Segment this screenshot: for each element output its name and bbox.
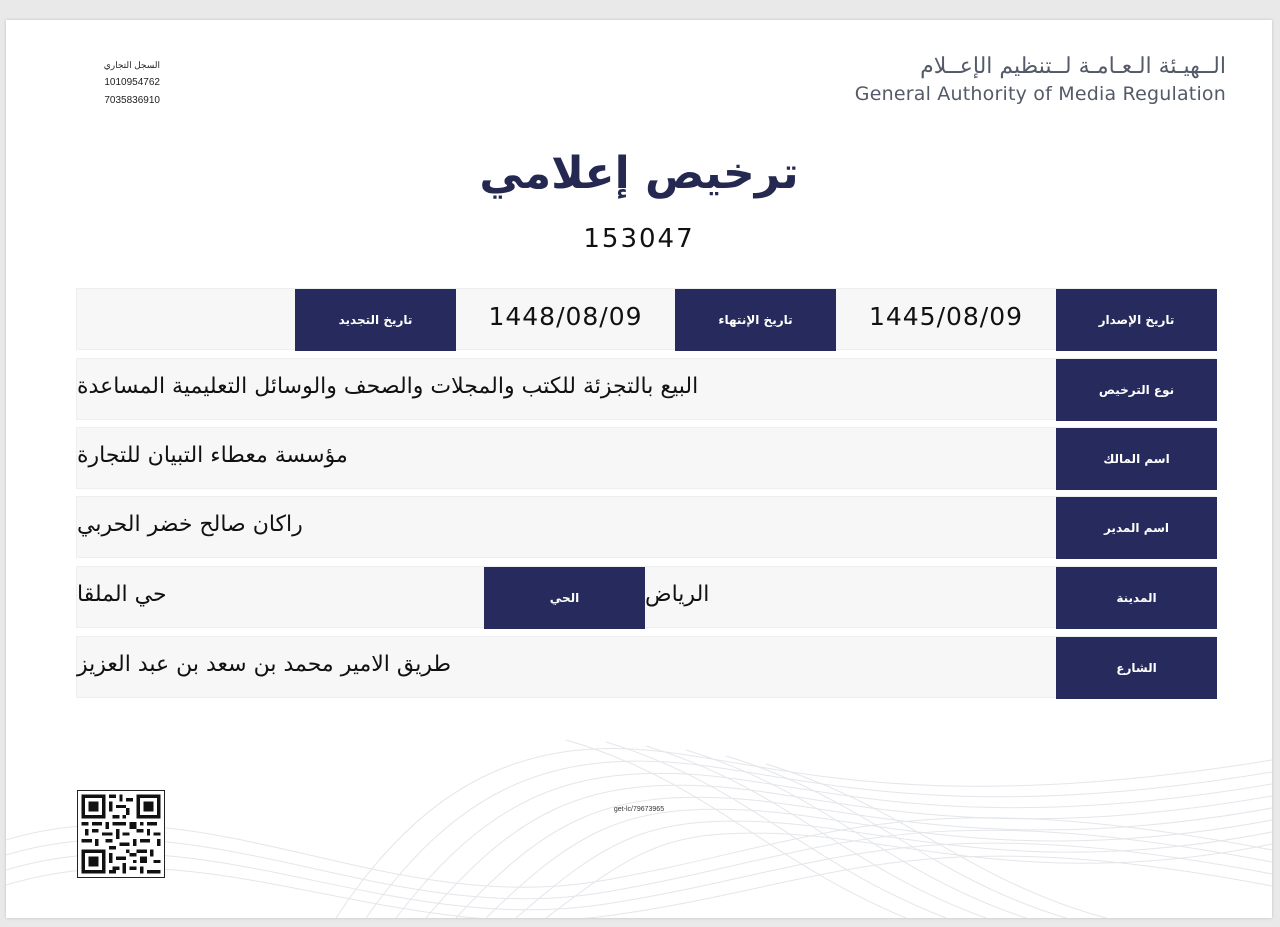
owner-name-value: مؤسسة معطاء التبيان للتجارة — [77, 442, 348, 468]
license-type-value: البيع بالتجزئة للكتب والمجلات والصحف والوسائل التعليمية المساعدة — [77, 373, 699, 399]
manager-name-value: راكان صالح خضر الحربي — [77, 511, 303, 537]
cr-number-1: 1010954762 — [104, 77, 160, 88]
street-value: طريق الامير محمد بن سعد بن عبد العزيز — [77, 651, 452, 677]
license-type-label: نوع الترخيص — [1056, 359, 1217, 421]
manager-row — [76, 496, 1216, 558]
renewal-date-label: تاريخ التجديد — [295, 289, 456, 351]
authority-name-english: General Authority of Media Regulation — [854, 83, 1226, 105]
license-document — [6, 20, 1272, 918]
district-label: الحي — [484, 567, 645, 629]
verification-reference: get-lc/79673965 — [613, 806, 665, 813]
issue-date-value: 1445/08/09 — [868, 301, 1024, 331]
district-value: حي الملقا — [77, 581, 167, 607]
license-number: 153047 — [583, 224, 695, 254]
cr-label: السجل التجاري — [103, 60, 160, 70]
document-title: ترخيص إعلامي — [479, 148, 799, 199]
owner-name-label: اسم المالك — [1056, 428, 1217, 490]
manager-name-label: اسم المدير — [1056, 497, 1217, 559]
commercial-registration — [90, 56, 160, 110]
expiry-date-label: تاريخ الإنتهاء — [675, 289, 836, 351]
renewal-date-value — [77, 289, 295, 351]
location-row — [76, 566, 1216, 628]
city-value: الرياض — [645, 581, 710, 607]
issue-date-label: تاريخ الإصدار — [1056, 289, 1217, 351]
license-type-row — [76, 358, 1216, 420]
dates-row — [76, 288, 1216, 350]
street-row — [76, 636, 1216, 698]
street-label: الشارع — [1056, 637, 1217, 699]
owner-row — [76, 427, 1216, 489]
expiry-date-value: 1448/08/09 — [488, 301, 643, 331]
authority-logo-text — [855, 54, 1226, 105]
authority-name-arabic: الــهيـئة الـعـامـة لــتنظيم الإعــلام — [920, 54, 1226, 79]
city-label: المدينة — [1056, 567, 1217, 629]
cr-number-2: 7035836910 — [104, 95, 160, 106]
qr-code — [77, 790, 165, 878]
